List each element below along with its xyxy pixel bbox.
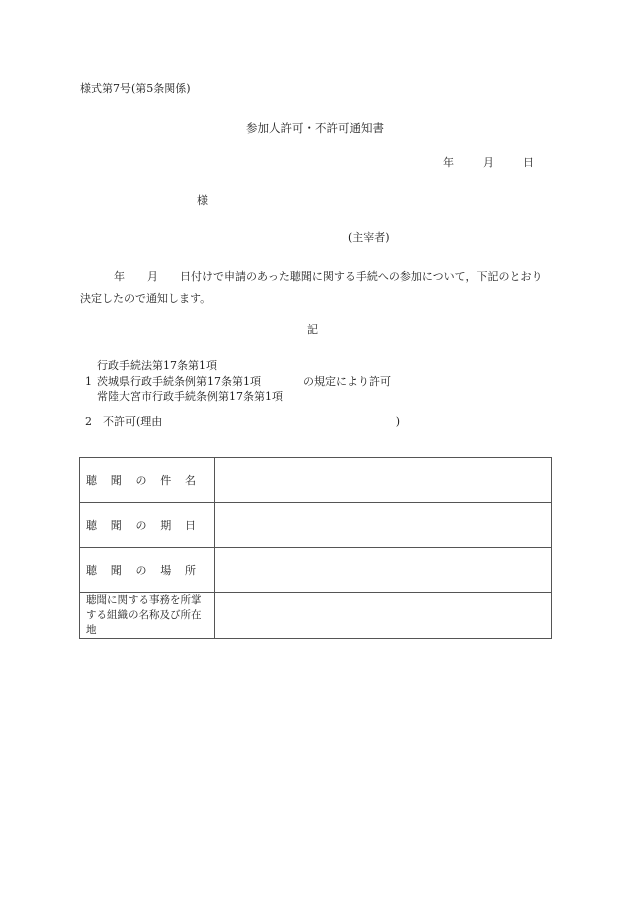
form-number: 様式第7号(第5条関係)	[80, 82, 191, 95]
sponsor-label: (主宰者)	[348, 231, 390, 244]
label-case-name	[80, 458, 215, 503]
item-2-number: 2	[85, 415, 92, 428]
date-month: 月	[483, 156, 494, 169]
date-day: 日	[523, 156, 534, 169]
value-hearing-place[interactable]	[215, 548, 552, 593]
label-char: 聞	[110, 519, 122, 532]
table-row	[80, 593, 552, 639]
item-1-number: 1	[85, 375, 92, 388]
addressee-suffix: 様	[197, 194, 208, 207]
notice-date	[443, 156, 534, 170]
label-char: 聴	[86, 474, 97, 487]
law-reference-3: 常陸大宮市行政手続条例第17条第1項	[97, 390, 283, 403]
item-2-text: 不許可(理由	[103, 415, 163, 428]
law-reference-2: 茨城県行政手続条例第17条第1項	[97, 375, 261, 388]
item-2-reason	[85, 415, 400, 429]
label-char: 日	[185, 519, 196, 532]
table-row	[80, 548, 552, 593]
label-char: の	[135, 564, 147, 577]
law-reference-1: 行政手続法第17条第1項	[97, 359, 217, 372]
label-hearing-place	[80, 548, 215, 593]
info-table	[79, 457, 552, 639]
label-char: 聴	[86, 564, 97, 577]
label-char: 所	[185, 564, 196, 577]
value-organization[interactable]	[215, 593, 552, 639]
table-row	[80, 503, 552, 548]
label-char: 件	[160, 474, 172, 487]
label-char: 場	[160, 564, 172, 577]
item-2-close: )	[395, 415, 400, 428]
item-1-permit-text: の規定により許可	[303, 375, 391, 388]
ki-heading: 記	[307, 323, 318, 336]
organization-label-text: 聴聞に関する事務を所掌する組織の名称及び所在地	[86, 594, 202, 636]
document-title: 参加人許可・不許可通知書	[246, 121, 384, 135]
value-case-name[interactable]	[215, 458, 552, 503]
label-char: の	[135, 519, 147, 532]
para-month: 月	[147, 270, 158, 283]
para-year: 年	[114, 270, 125, 283]
table-row	[80, 458, 552, 503]
value-hearing-date[interactable]	[215, 503, 552, 548]
date-year: 年	[443, 156, 454, 169]
label-char: 名	[185, 474, 196, 487]
label-organization	[80, 593, 215, 639]
label-char: 聴	[86, 519, 97, 532]
label-char: 期	[160, 519, 172, 532]
para-text: 日付けで申請のあった聴聞に関する手続への参加について，下記のとおり決定したので通知します。	[80, 270, 543, 305]
label-char: 聞	[110, 564, 122, 577]
label-char: 聞	[110, 474, 122, 487]
label-hearing-date	[80, 503, 215, 548]
body-paragraph	[80, 266, 550, 310]
label-char: の	[135, 474, 147, 487]
